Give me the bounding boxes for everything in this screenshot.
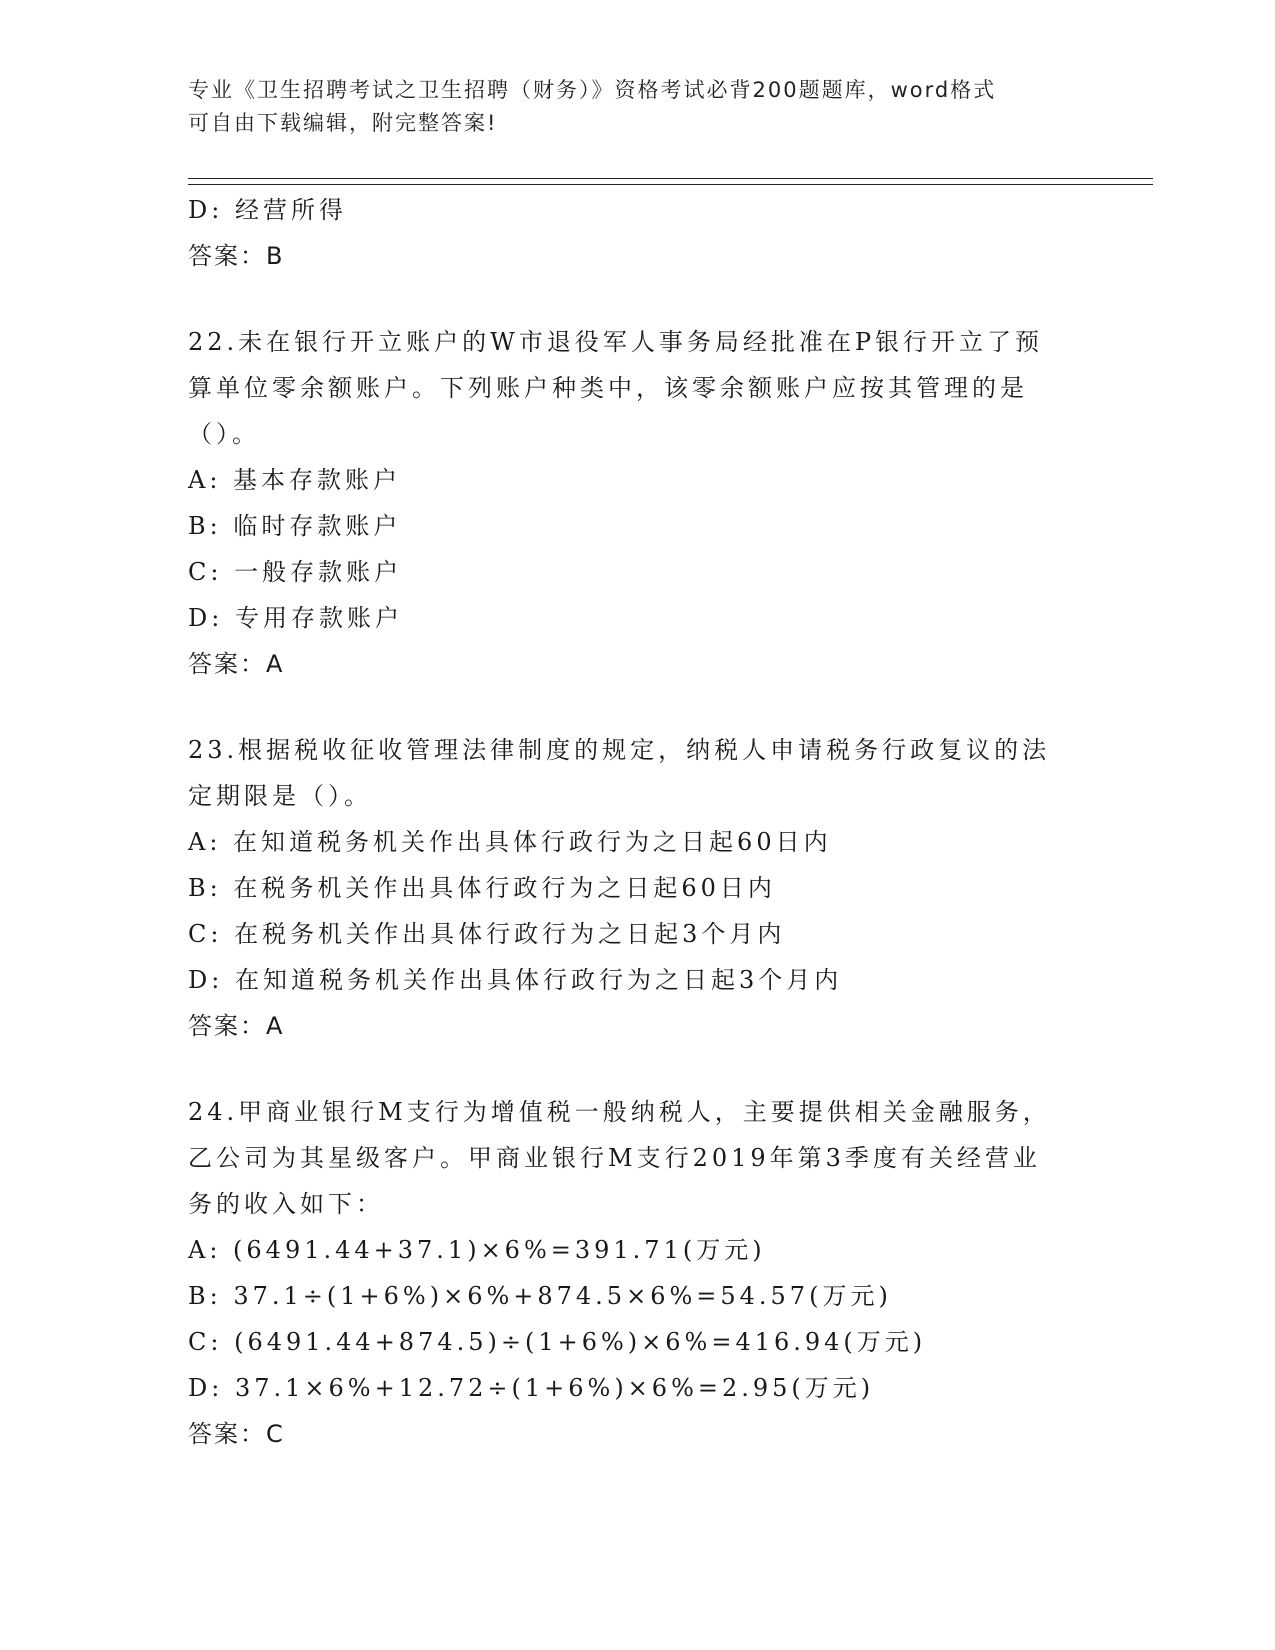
document-body [188, 187, 1088, 1457]
prev-question-tail [188, 187, 1088, 279]
option-c: C: 在税务机关作出具体行政行为之日起3个月内 [188, 920, 786, 948]
stem-line: 算单位零余额账户。下列账户种类中，该零余额账户应按其管理的是 [188, 374, 1028, 402]
option-b: B: 在税务机关作出具体行政行为之日起60日内 [188, 874, 776, 902]
stem-line: 乙公司为其星级客户。甲商业银行M支行2019年第3季度有关经营业 [188, 1144, 1041, 1172]
question-23 [188, 727, 1088, 1049]
stem-line: 定期限是（）。 [188, 782, 372, 810]
question-24 [188, 1089, 1088, 1457]
option-d: D: 在知道税务机关作出具体行政行为之日起3个月内 [188, 966, 843, 994]
option-b: B: 37.1÷(1+6%)×6%+874.5×6%=54.57(万元) [188, 1282, 892, 1310]
option-d: D: 37.1×6%+12.72÷(1+6%)×6%=2.95(万元) [188, 1374, 875, 1402]
question-stem [188, 319, 1088, 457]
stem-line: 23.根据税收征收管理法律制度的规定，纳税人申请税务行政复议的法 [188, 736, 1051, 764]
answer-line: 答案：C [188, 1420, 285, 1448]
option-c: C: 一般存款账户 [188, 558, 403, 586]
answer-line: 答案：B [188, 242, 285, 270]
answer-line: 答案：A [188, 1012, 285, 1040]
option-a: A: 基本存款账户 [188, 466, 402, 494]
header-title-line-1: 专业《卫生招聘考试之卫生招聘（财务）》资格考试必背200题题库，word格式 [188, 78, 997, 102]
stem-line: 务的收入如下： [188, 1190, 384, 1218]
option-a: A: 在知道税务机关作出具体行政行为之日起60日内 [188, 828, 832, 856]
header-divider [188, 178, 1153, 185]
option-d: D: 经营所得 [188, 196, 347, 224]
option-c: C: (6491.44+874.5)÷(1+6%)×6%=416.94(万元) [188, 1328, 927, 1356]
header-title-line-2: 可自由下载编辑，附完整答案! [188, 111, 498, 135]
option-d: D: 专用存款账户 [188, 604, 403, 632]
option-a: A: (6491.44+37.1)×6%=391.71(万元) [188, 1236, 766, 1264]
page-header [188, 74, 1088, 140]
question-stem [188, 727, 1088, 819]
question-stem [188, 1089, 1088, 1227]
question-22 [188, 319, 1088, 687]
stem-line: （）。 [188, 420, 260, 448]
stem-line: 22.未在银行开立账户的W市退役军人事务局经批准在P银行开立了预 [188, 328, 1043, 356]
stem-line: 24.甲商业银行M支行为增值税一般纳税人，主要提供相关金融服务， [188, 1098, 1051, 1126]
answer-line: 答案：A [188, 650, 285, 678]
option-b: B: 临时存款账户 [188, 512, 402, 540]
